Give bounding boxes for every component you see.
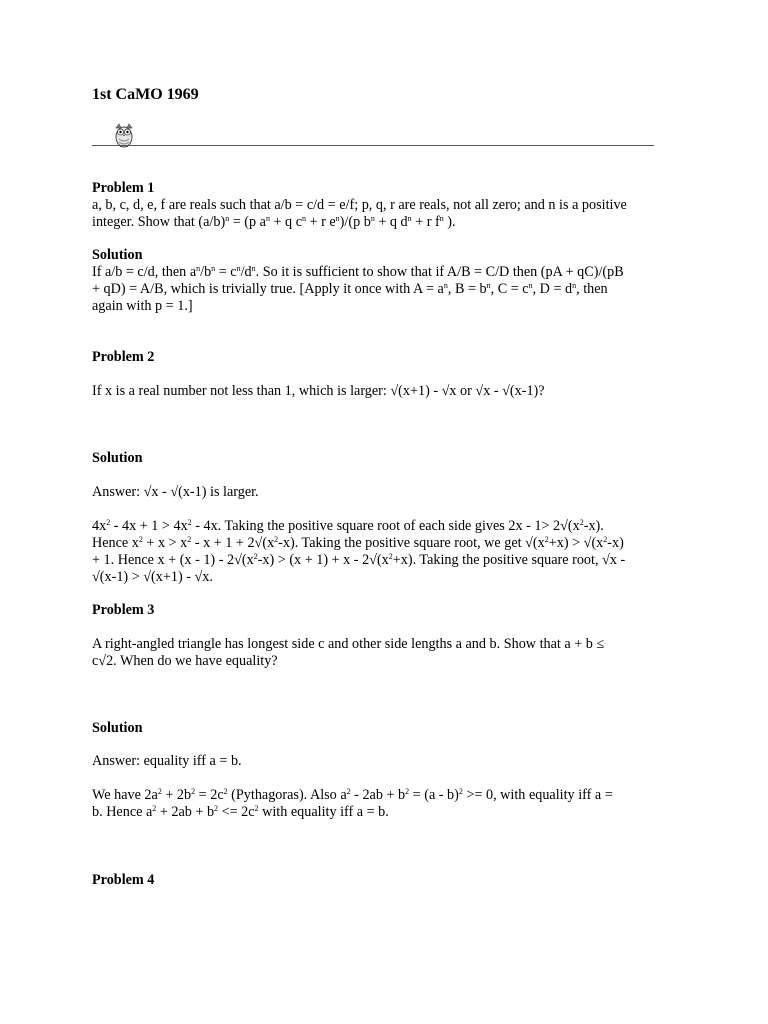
title-divider [92,145,654,146]
problem-2-answer: Answer: √x - √(x-1) is larger. [92,484,259,500]
problem-1-solution-line-3: again with p = 1.] [92,298,193,314]
problem-2-solution-line-3: + 1. Hence $x + (x - 1) - 2√(x^2-x) > (x + 1) + x - 2√(x^2+x)$. Taking the positive square root, √x - [92,552,626,568]
problem-2-solution-line-2: Hence $x^2 + x > x^2 - x + 1 + 2√(x^2-x)$. Taking the positive square root, we get $√(x^2+x) > √(x^2-x)$ [92,535,624,551]
problem-2-solution-line-4: √(x-1) > √(x+1) - √x. [92,569,213,585]
problem-1-statement-line: a, b, c, d, e, f are reals such that a/b = c/d = e/f; p, q, r are reals, not all zero; and n is a positive [92,197,627,213]
problem-2-heading: Problem 2 [92,349,155,365]
problem-2-solution-heading: Solution [92,450,143,466]
problem-1-statement [92,197,680,231]
problem-3-heading: Problem 3 [92,602,155,618]
problem-1-solution-line-1: If a/b = c/d, then $a^n/b^n = c^n/d^n$. So it is sufficient to show that if A/B = C/D then (pA + qC)/(pB [92,264,624,280]
problem-1-statement-line-2: integer. Show that $(a/b)^n = (p$ $a^n + q$ $c^n + r$ $e^n)/(p$ $b^n + q$ $d^n + r$ $f^n$ ). [92,214,456,230]
problem-3-solution [92,787,680,821]
problem-3-answer: Answer: equality iff a = b. [92,753,242,769]
problem-2-solution [92,518,680,586]
problem-3-statement [92,636,680,670]
problem-3-solution-heading: Solution [92,720,143,736]
document-title: 1st CaMO 1969 [92,86,199,103]
problem-3-statement-line-2: c√2. When do we have equality? [92,653,278,669]
problem-3-solution-line-1: We have $2a^2 + 2b^2 = 2c^2$ (Pythagoras). Also $a^2 - 2ab + b^2 = (a - b)^2 >= 0$, with equality iff a = [92,787,613,803]
problem-1-solution-heading: Solution [92,247,143,263]
problem-1-heading: Problem 1 [92,180,155,196]
problem-1-solution [92,264,680,315]
problem-3-solution-line-2: b. Hence $a^2 + 2ab + b^2 <= 2c^2$ with equality iff a = b. [92,804,389,820]
problem-2-solution-line-1: $4x^2 - 4x + 1 > 4x^2 - 4x$. Taking the positive square root of each side gives $2x - 1> 2√(x^2-x)$. [92,518,604,534]
problem-4-heading: Problem 4 [92,872,155,888]
problem-2-statement: If x is a real number not less than 1, which is larger: √(x+1) - √x or √x - √(x-1)? [92,383,545,399]
problem-1-solution-line-2: + qD) = A/B, which is trivially true. [Apply it once with $A = a^n$, $B = b^n$, $C = c^n$, $D = d^n$, then [92,281,608,297]
problem-3-statement-line-1: A right-angled triangle has longest side c and other side lengths a and b. Show that a + b ≤ [92,636,605,652]
